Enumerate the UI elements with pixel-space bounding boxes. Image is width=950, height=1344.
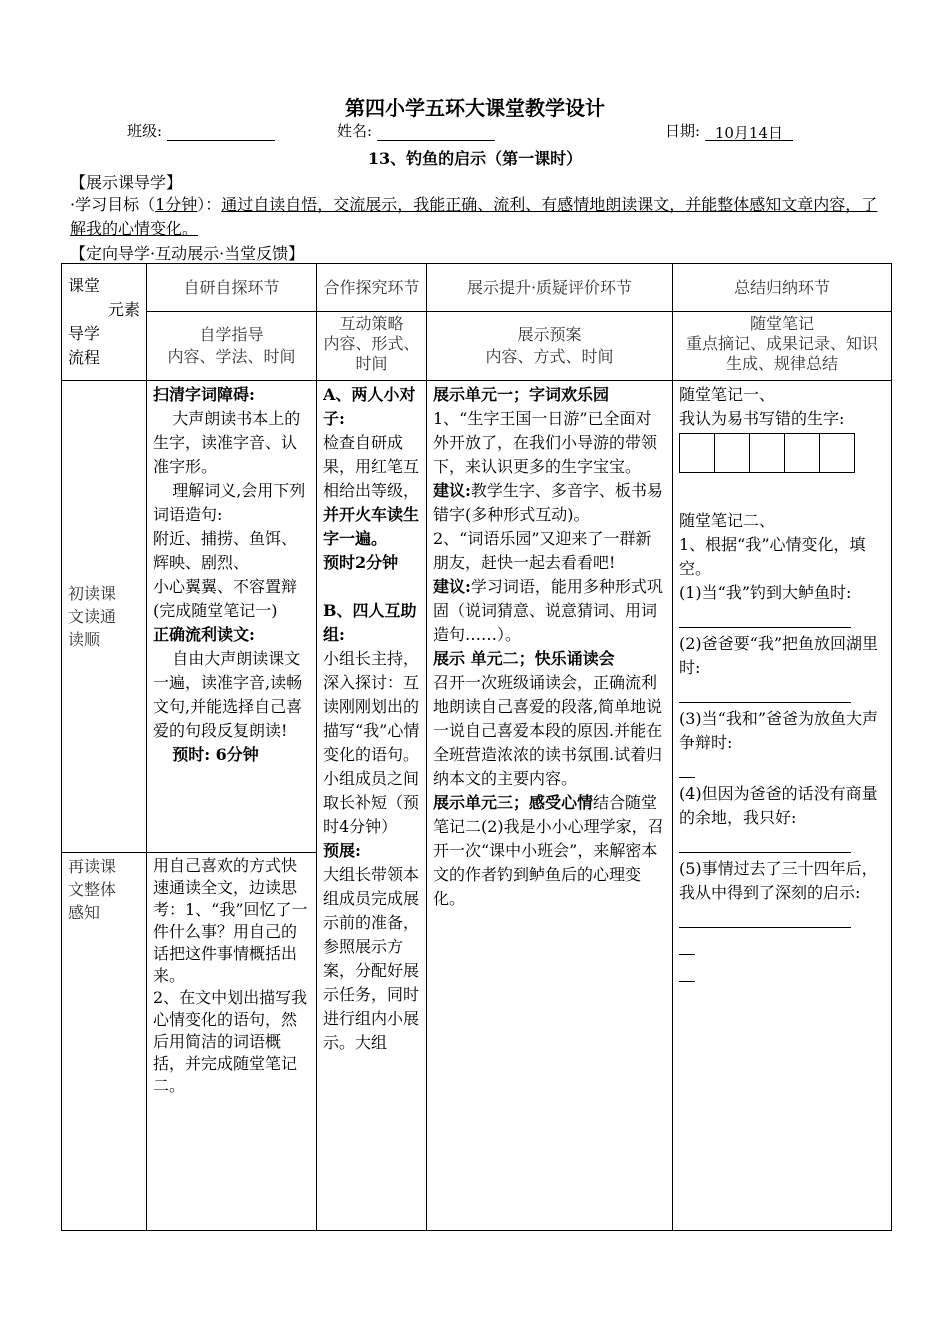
- corner-mid: 元素: [107, 300, 140, 319]
- sub-col2: [317, 312, 427, 381]
- stage-1-text: 初读课文读通读顺: [68, 584, 117, 649]
- char-box[interactable]: [679, 433, 715, 473]
- col2-title-4: 预展:: [323, 841, 361, 860]
- col1-para-8: 2、在文中划出描写我心情变化的语句，然后用简洁的词语概括，并完成随堂笔记二。: [153, 988, 308, 1095]
- corner-bot1: 导学: [68, 324, 101, 343]
- answer-blank-3[interactable]: [679, 755, 695, 778]
- col1-title-2: 正确流利读文:: [153, 625, 255, 644]
- answer-blank-5[interactable]: [679, 905, 851, 928]
- col4-para-2: 我认为易书写错的生字:: [679, 409, 845, 428]
- stage-2-text: 再读课文整体感知: [68, 857, 117, 922]
- name-field: [337, 120, 495, 141]
- col3-title-3: 建议:: [433, 577, 471, 596]
- section-heading-2: 【定向导学·互动展示·当堂反馈】: [70, 244, 305, 263]
- header-col2: 合作探究环节: [317, 264, 427, 312]
- col4-q1: (1)当“我”钓到大鲈鱼时:: [679, 583, 852, 602]
- col4-q4: (4)但因为爸爸的话没有商量的余地，我只好:: [679, 784, 878, 827]
- col3-para-2-text: 教学生字、多音字、板书易错字(多种形式互动)。: [433, 481, 663, 524]
- sub-col1-b: 内容、学法、时间: [167, 347, 296, 367]
- col2-para-1b: 并开火车读生字一遍。: [323, 505, 420, 548]
- corner-bot2: 流程: [68, 348, 101, 367]
- class-label: 班级:: [127, 122, 163, 140]
- col2-title-3: B、四人互助组:: [323, 601, 417, 644]
- corner-cell: [62, 264, 147, 381]
- learning-goal: [70, 193, 890, 241]
- sub-col3-a: 展示预案: [517, 325, 582, 345]
- corner-top: 课堂: [68, 276, 101, 295]
- answer-blank-6[interactable]: [679, 932, 695, 955]
- col1-para-7: 用自己喜欢的方式快速通读全文，边读思考：1、“我”回忆了一件什么事？用自己的话把这件事情概括出来。: [153, 856, 308, 985]
- date-value: 10月14日: [705, 122, 793, 141]
- col1-title-3: 预时: 6分钟: [172, 745, 259, 764]
- col1-para-4: 小心翼翼、不容置辩: [153, 577, 298, 596]
- goal-mid: ）：: [197, 195, 222, 214]
- col1-para-2: 理解词义,会用下列词语造句:: [153, 481, 306, 524]
- lesson-plan-table: [61, 263, 892, 1231]
- section-heading-1: 【展示课导学】: [70, 173, 183, 192]
- character-grid: [679, 433, 885, 473]
- sub-col2-b: 内容、形式、时间: [323, 334, 420, 374]
- answer-blank-7[interactable]: [679, 959, 695, 982]
- col3-para-1: 1、“生字王国一日游”已全面对外开放了，在我们小导游的带领下，来认识更多的生字宝宝。: [433, 409, 658, 476]
- answer-blank-2[interactable]: [679, 680, 851, 703]
- col4-para-4: 1、根据“我”心情变化，填空。: [679, 535, 866, 578]
- char-box[interactable]: [714, 433, 750, 473]
- header-col1: 自研自探环节: [147, 264, 317, 312]
- char-box[interactable]: [784, 433, 820, 473]
- col2-para-3: 小组成员之间取长补短（预时4分钟）: [323, 769, 420, 836]
- sub-col4-a: 随堂笔记: [749, 314, 814, 334]
- sub-col3: [427, 312, 673, 381]
- sub-col2-a: 互动策略: [339, 314, 404, 334]
- sub-col4-b: 重点摘记、成果记录、知识生成、规律总结: [685, 334, 878, 374]
- char-box[interactable]: [819, 433, 855, 473]
- col2-para-1a: 检查自研成果，用红笔互相给出等级，: [323, 433, 420, 500]
- col1-title-1: 扫清字词障碍:: [153, 385, 255, 404]
- sub-col1-a: 自学指导: [199, 325, 264, 345]
- col3-cell: [427, 381, 673, 1231]
- col3-para-3: 2、“词语乐园”又迎来了一群新朋友，赶快一起去看看吧!: [433, 529, 652, 572]
- page-title: 第四小学五环大课堂教学设计: [345, 96, 605, 120]
- date-field: [665, 120, 793, 141]
- name-label: 姓名:: [337, 122, 373, 140]
- col2-title-2: 预时2分钟: [323, 553, 399, 572]
- header-col4: 总结归纳环节: [673, 264, 892, 312]
- col4-q5: (5)事情过去了三十四年后，我从中得到了深刻的启示:: [679, 859, 878, 902]
- col2-para-4: 大组长带领本组成员完成展示前的准备，参照展示方案，分配好展示任务，同时进行组内小展示。大组: [323, 865, 420, 1052]
- name-blank[interactable]: [377, 122, 495, 141]
- class-field: [127, 120, 275, 141]
- answer-blank-1[interactable]: [679, 605, 851, 628]
- col3-para-4-text: 学习词语，能用多种形式巩固（说词猜意、说意猜词、用词造句……）。: [433, 577, 663, 644]
- header-col3: 展示提升·质疑评价环节: [427, 264, 673, 312]
- class-blank[interactable]: [167, 122, 275, 141]
- stage-1-label: [62, 381, 147, 853]
- goal-text: 通过自读自悟，交流展示，我能正确、流利、有感情地朗读课文，并能整体感知文章内容，了解我的心情变化。: [70, 195, 878, 238]
- goal-time: 1分钟: [155, 195, 198, 214]
- col3-para-6: [433, 791, 666, 911]
- col2-title-1: A、两人小对子:: [323, 385, 416, 428]
- date-label: 日期:: [665, 122, 701, 140]
- col1-stage1: [147, 381, 317, 853]
- col4-q2: (2)爸爸要“我”把鱼放回湖里时:: [679, 634, 879, 677]
- col1-para-5: (完成随堂笔记一): [153, 601, 278, 620]
- sub-col1: [147, 312, 317, 381]
- goal-prefix: ·学习目标（: [70, 195, 156, 214]
- col3-para-6-text: 结合随堂笔记二(2)我是小小心理学家，召开一次“课中小班会”，来解密本文的作者钓到鲈鱼后的心理变化。: [433, 793, 664, 908]
- col3-title-2: 建议:: [433, 481, 471, 500]
- stage-2-label: [62, 853, 147, 1231]
- answer-blank-4[interactable]: [679, 830, 851, 853]
- col3-para-2: [433, 479, 666, 527]
- col3-title-4: 展示 单元二；快乐诵读会: [433, 649, 615, 668]
- col2-para-1: [323, 431, 420, 551]
- col2-para-2: 小组长主持，深入探讨：互读刚刚划出的描写“我”心情变化的语句。: [323, 649, 420, 764]
- col3-para-5: 召开一次班级诵读会，正确流利地朗读自己喜爱的段落,简单地说一说自己喜爱本段的原因.并能在全班营造浓浓的读书氛围.试着归纳本文的主要内容。: [433, 673, 663, 788]
- col4-para-3: 随堂笔记二、: [679, 511, 776, 530]
- col4-cell: [673, 381, 892, 1231]
- col1-para-1: 大声朗读书本上的生字，读准字音、认准字形。: [153, 409, 301, 476]
- col4-q3: (3)当“我和”爸爸为放鱼大声争辩时:: [679, 709, 879, 752]
- col1-para-6: 自由大声朗读课文一遍，读准字音,读畅文句,并能选择自己喜爱的句段反复朗读!: [153, 649, 303, 740]
- sub-col3-b: 内容、方式、时间: [485, 347, 614, 367]
- col1-para-3: 附近、捕捞、鱼饵、辉映、剧烈、: [153, 529, 298, 572]
- col3-title-1: 展示单元一；字词欢乐园: [433, 385, 610, 404]
- col2-cell: [317, 381, 427, 1231]
- col1-stage2: [147, 853, 317, 1231]
- lesson-title: 13、钓鱼的启示（第一课时）: [367, 149, 583, 168]
- col3-para-4: [433, 575, 666, 647]
- col4-para-1: 随堂笔记一、: [679, 385, 776, 404]
- col3-title-5: 展示单元三；感受心情: [433, 793, 594, 812]
- char-box[interactable]: [749, 433, 785, 473]
- sub-col4: [673, 312, 892, 381]
